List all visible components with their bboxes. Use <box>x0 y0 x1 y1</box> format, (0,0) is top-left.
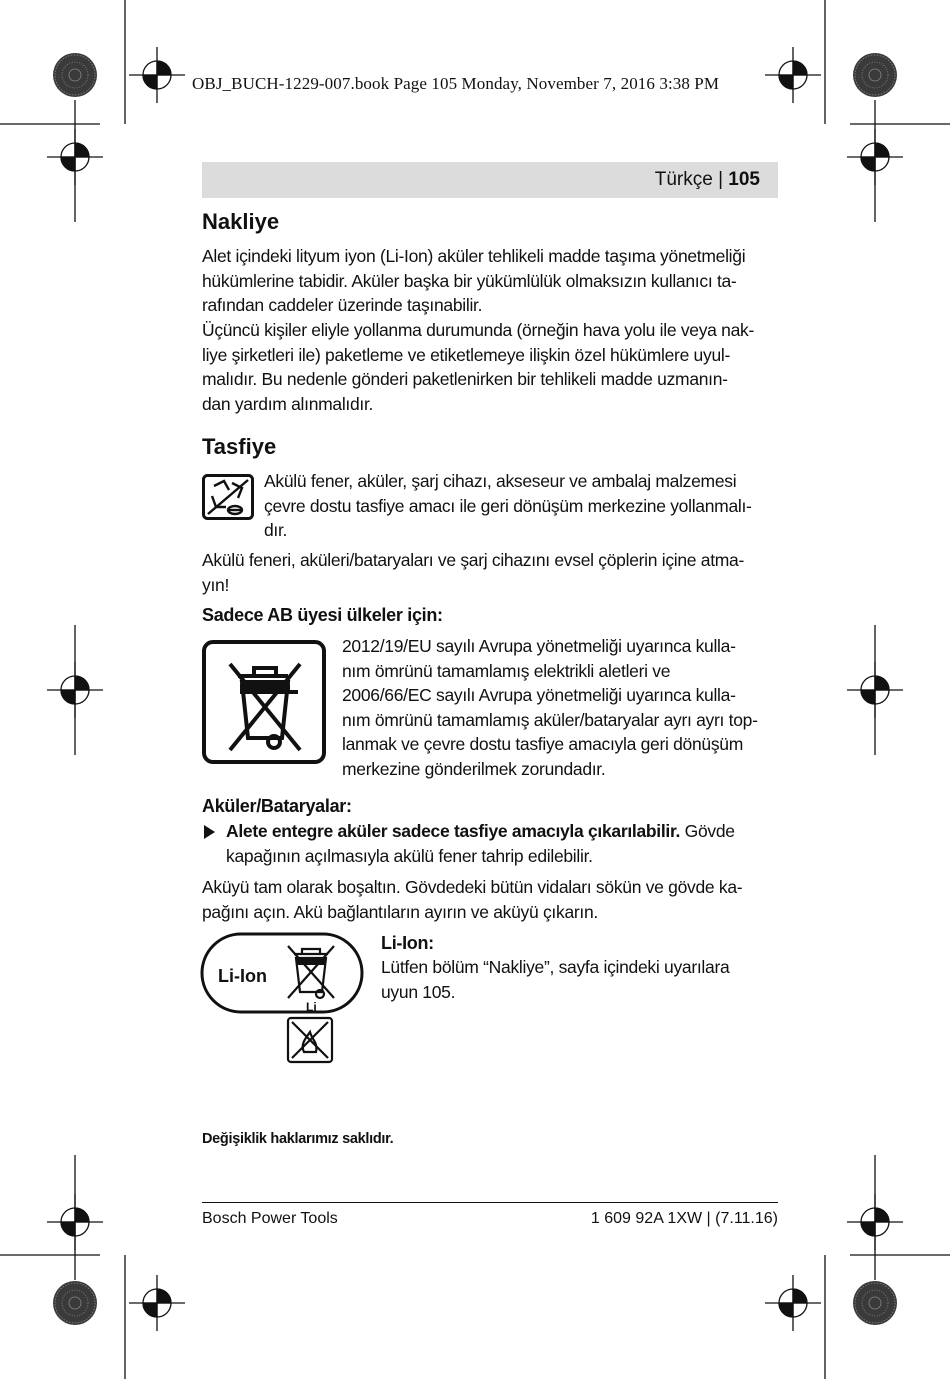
batteries-paragraph <box>202 875 780 924</box>
text-line: 2006/66/EC sayılı Avrupa yönetmeliği uyarınca kulla- <box>342 685 736 705</box>
text-line: merkezine gönderilmek zorundadır. <box>342 758 606 779</box>
nakliye-paragraph-2 <box>202 318 780 416</box>
text-line: nım ömrünü tamamlamış elektrikli aletleri ve <box>342 660 671 681</box>
text-line: çevre dostu tasfiye amacı ile geri dönüşüm merkezine yollanmalı- <box>264 495 752 516</box>
text-line: lanmak ve çevre dostu tasfiye amacıyla geri dönüşüm <box>342 734 744 754</box>
text-line: Aküyü tam olarak boşaltın. Gövdedeki bütün vidaları sökün ve gövde ka- <box>202 877 743 897</box>
text-line: Akülü feneri, aküleri/bataryaları ve şarj cihazını evsel çöplerin içine atma- <box>202 550 745 570</box>
text-line: Üçüncü kişiler eliyle yollanma durumunda (örneğin hava yolu ile veya nak- <box>202 320 755 340</box>
li-ion-badge-label: Li-Ion <box>218 966 267 986</box>
footer-right: 1 609 92A 1XW | (7.11.16) <box>590 1210 778 1227</box>
header-page-number: 105 <box>728 169 760 190</box>
header-separator: | <box>718 169 724 190</box>
header-language: Türkçe <box>654 169 713 190</box>
heading-nakliye: Nakliye <box>202 209 280 234</box>
recycling-disposal-icon <box>202 474 254 520</box>
text-line: liye şirketleri ile) paketleme ve etiketlemeye ilişkin özel hükümlere uyul- <box>202 344 730 365</box>
heading-li-ion: Li-Ion: <box>381 933 434 953</box>
text-line: dan yardım alınmalıdır. <box>202 393 374 414</box>
batteries-bullet <box>226 819 780 868</box>
text-line: dır. <box>264 520 288 540</box>
li-ion-recycling-symbol <box>200 932 364 1066</box>
text-line: nım ömrünü tamamlamış aküler/bataryalar ayrı ayrı top- <box>342 709 758 730</box>
tasfiye-paragraph <box>202 548 780 597</box>
footer-divider <box>202 1202 778 1203</box>
text-line: malıdır. Bu nedenle gönderi paketlenirken bir tehlikeli madde uzmanın- <box>202 369 728 389</box>
heading-batteries: Aküler/Bataryalar: <box>202 796 352 816</box>
text-line <box>226 819 780 844</box>
crossed-out-wheelie-bin-icon <box>202 640 326 764</box>
text-line: Akülü fener, aküler, şarj cihazı, akseseur ve ambalaj malzemesi <box>264 471 737 491</box>
page-header <box>655 169 760 191</box>
text-line: yın! <box>202 574 230 595</box>
heading-tasfiye: Tasfiye <box>202 434 277 459</box>
bullet-bold-text: Alete entegre aküler sadece tasfiye amacıyla çıkarılabilir. <box>226 821 681 841</box>
heading-eu-only: Sadece AB üyesi ülkeler için: <box>202 605 443 625</box>
text-line: hükümlerine tabidir. Aküler başka bir yükümlülük olmaksızın kullanıcı ta- <box>202 270 737 291</box>
text-line: kapağının açılmasıyla akülü fener tahrip edilebilir. <box>226 845 593 866</box>
li-label: Li <box>306 1000 317 1014</box>
footer-left: Bosch Power Tools <box>202 1210 338 1227</box>
tasfiye-icon-text <box>264 469 780 543</box>
text-line: Alet içindeki lityum iyon (Li-Ion) aküler tehlikeli madde taşıma yönetmeliği <box>202 246 746 266</box>
nakliye-paragraph-1 <box>202 244 780 318</box>
text-line: pağını açın. Akü bağlantıların ayırın ve aküyü çıkarın. <box>202 901 598 922</box>
text-line: rafından caddeler üzerinde taşınabilir. <box>202 295 483 315</box>
print-slug: OBJ_BUCH-1229-007.book Page 105 Monday, November 7, 2016 3:38 PM <box>192 74 720 93</box>
text-line: uyun 105. <box>381 981 456 1002</box>
text-line: 2012/19/EU sayılı Avrupa yönetmeliği uyarınca kulla- <box>342 636 736 656</box>
text-line: Lütfen bölüm “Nakliye”, sayfa içindeki uyarılara <box>381 957 730 977</box>
eu-text <box>342 634 780 781</box>
change-notice: Değişiklik haklarımız saklıdır. <box>202 1131 394 1147</box>
triangle-bullet-icon <box>204 825 216 839</box>
bullet-rest-text: Gövde <box>680 821 735 841</box>
li-ion-text <box>381 955 781 1004</box>
page-header-bar <box>202 162 778 198</box>
